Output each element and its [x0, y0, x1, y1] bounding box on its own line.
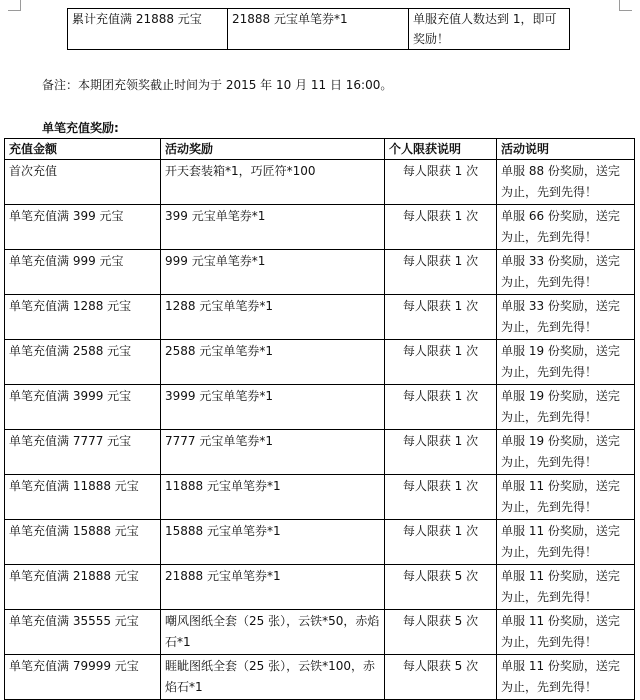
table-cell: 单笔充值满 21888 元宝	[5, 565, 161, 610]
page-corner-mark-right	[619, 0, 632, 11]
table-cell: 单服 11 份奖励，送完为止，先到先得！	[497, 655, 635, 700]
table-cell: 每人限获 1 次	[385, 205, 497, 250]
column-header: 活动说明	[497, 139, 635, 160]
table-row	[5, 610, 635, 655]
table-cell: 21888 元宝单笔券*1	[161, 565, 385, 610]
table-cell: 1288 元宝单笔券*1	[161, 295, 385, 340]
table-cell: 开天套装箱*1，巧匠符*100	[161, 160, 385, 205]
deadline-note: 备注：本期团充领奖截止时间为于 2015 年 10 月 11 日 16:00。	[42, 78, 393, 92]
table-cell: 单服 19 份奖励，送完为止，先到先得！	[497, 430, 635, 475]
single-recharge-reward-table	[4, 138, 635, 700]
table-cell: 每人限获 1 次	[385, 340, 497, 385]
table-cell: 单笔充值满 1288 元宝	[5, 295, 161, 340]
table-row	[5, 205, 635, 250]
table-row	[5, 565, 635, 610]
column-header: 个人限获说明	[385, 139, 497, 160]
table-cell: 单服 88 份奖励，送完为止，先到先得！	[497, 160, 635, 205]
table-cell: 单笔充值满 79999 元宝	[5, 655, 161, 700]
table-cell: 单服 11 份奖励，送完为止，先到先得！	[497, 565, 635, 610]
table-body	[5, 160, 635, 700]
table-cell: 单笔充值满 15888 元宝	[5, 520, 161, 565]
table-cell: 单服 11 份奖励，送完为止，先到先得！	[497, 475, 635, 520]
table-cell: 单服 33 份奖励，送完为止，先到先得！	[497, 250, 635, 295]
table-cell: 每人限获 1 次	[385, 160, 497, 205]
table-cell: 每人限获 1 次	[385, 520, 497, 565]
table-row	[5, 655, 635, 700]
column-header: 活动奖励	[161, 139, 385, 160]
table-cell: 21888 元宝单笔券*1	[228, 9, 409, 50]
table-row	[5, 295, 635, 340]
table-row	[68, 9, 570, 50]
table-cell: 2588 元宝单笔券*1	[161, 340, 385, 385]
table-cell: 单服 19 份奖励，送完为止，先到先得！	[497, 340, 635, 385]
table-cell: 每人限获 5 次	[385, 610, 497, 655]
table-cell: 7777 元宝单笔券*1	[161, 430, 385, 475]
table-cell: 单笔充值满 3999 元宝	[5, 385, 161, 430]
table-cell: 每人限获 5 次	[385, 655, 497, 700]
column-header: 充值金额	[5, 139, 161, 160]
table-row	[5, 160, 635, 205]
table-cell: 每人限获 5 次	[385, 565, 497, 610]
table-cell: 399 元宝单笔券*1	[161, 205, 385, 250]
table-cell: 单服 66 份奖励，送完为止，先到先得！	[497, 205, 635, 250]
table-cell: 单服 33 份奖励，送完为止，先到先得！	[497, 295, 635, 340]
table-row	[5, 340, 635, 385]
table-cell: 单笔充值满 7777 元宝	[5, 430, 161, 475]
table-cell: 11888 元宝单笔券*1	[161, 475, 385, 520]
table-cell: 单服 11 份奖励，送完为止，先到先得！	[497, 520, 635, 565]
table-cell: 3999 元宝单笔券*1	[161, 385, 385, 430]
table-cell: 单笔充值满 11888 元宝	[5, 475, 161, 520]
table-cell: 每人限获 1 次	[385, 295, 497, 340]
table-cell: 单服充值人数达到 1，即可奖励！	[409, 9, 570, 50]
page-corner-mark-left	[8, 0, 21, 11]
table-cell: 每人限获 1 次	[385, 430, 497, 475]
table-row	[5, 475, 635, 520]
table-cell: 每人限获 1 次	[385, 250, 497, 295]
table-cell: 单服 19 份奖励，送完为止，先到先得！	[497, 385, 635, 430]
table-cell: 单服 11 份奖励，送完为止，先到先得！	[497, 610, 635, 655]
table-cell: 15888 元宝单笔券*1	[161, 520, 385, 565]
table-cell: 单笔充值满 999 元宝	[5, 250, 161, 295]
cumulative-recharge-table	[67, 8, 570, 50]
table-cell: 单笔充值满 35555 元宝	[5, 610, 161, 655]
section-heading: 单笔充值奖励:	[42, 121, 119, 135]
table-cell: 每人限获 1 次	[385, 475, 497, 520]
table-cell: 单笔充值满 2588 元宝	[5, 340, 161, 385]
table-row	[5, 430, 635, 475]
table-cell: 睚眦图纸全套（25 张），云铁*100，赤焰石*1	[161, 655, 385, 700]
table-row	[5, 385, 635, 430]
table-cell: 每人限获 1 次	[385, 385, 497, 430]
table-cell: 累计充值满 21888 元宝	[68, 9, 228, 50]
table-row	[5, 520, 635, 565]
table-row	[5, 250, 635, 295]
table-cell: 999 元宝单笔券*1	[161, 250, 385, 295]
table-header-row	[5, 139, 635, 160]
table-cell: 首次充值	[5, 160, 161, 205]
table-cell: 单笔充值满 399 元宝	[5, 205, 161, 250]
table-cell: 嘲风图纸全套（25 张），云铁*50，赤焰石*1	[161, 610, 385, 655]
